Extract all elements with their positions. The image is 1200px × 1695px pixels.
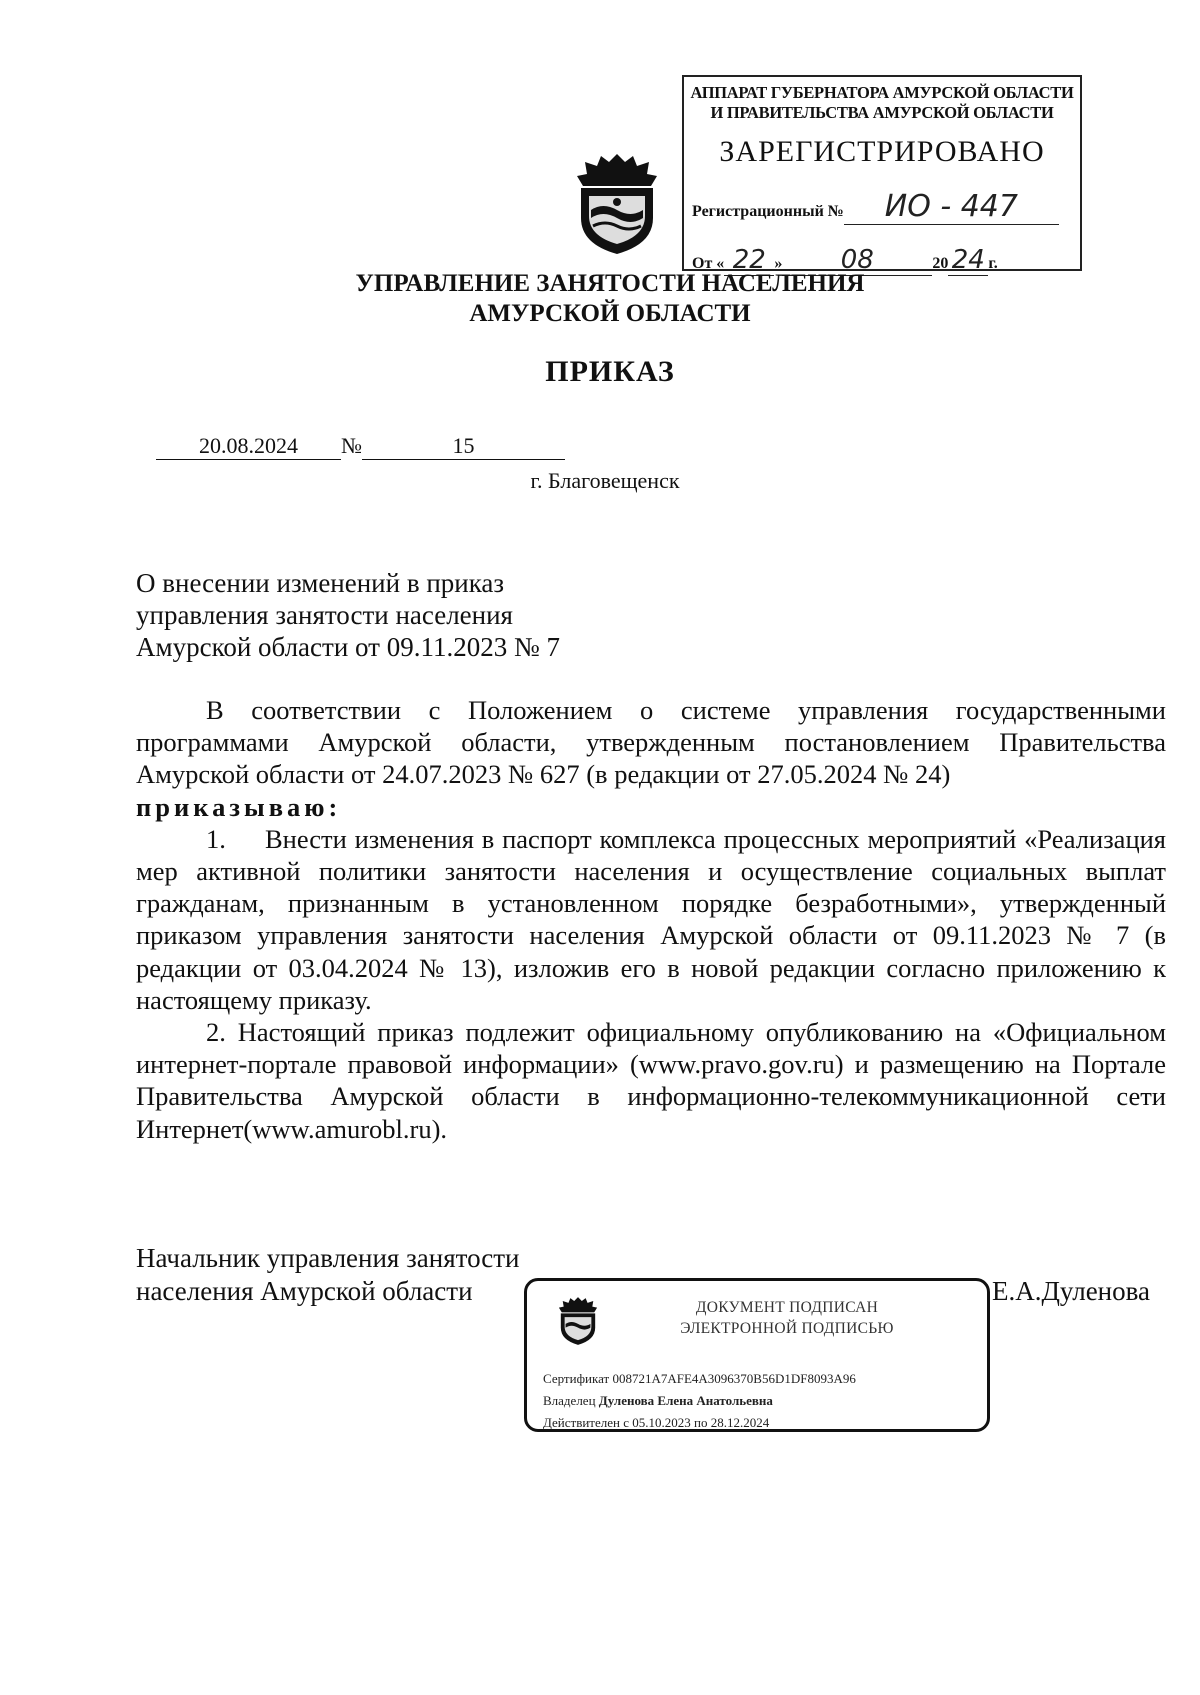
registration-stamp	[682, 75, 1082, 275]
document-number: 15	[362, 433, 565, 460]
item-1: 1. Внести изменения в паспорт комплекса процессных мероприятий «Реализация мер активной политики занятости населения и осуществление социальных выплат гражданам, признанным в установленном порядке безработными», утвержденный приказом управления занятости населения Амурской области от 09.11.2023 № 7 (в редакции от 03.04.2024 № 13), изложив его в новой редакции согласно приложению к настоящему приказу.	[136, 823, 1166, 1015]
stamp-org-line2: И ПРАВИТЕЛЬСТВА АМУРСКОЙ ОБЛАСТИ	[710, 103, 1054, 122]
esign-owner-value: Дуленова Елена Анатольевна	[598, 1393, 773, 1408]
esign-valid-to-label: по	[694, 1415, 708, 1430]
item-2: 2. Настоящий приказ подлежит официальному опубликованию на «Официальном интернет-портале правовой информации» (www.pravo.gov.ru) и размещению на Портале Правительства Амурской области в информационно-телекоммуникационной сети Интернет(www.amurobl.ru).	[136, 1017, 1166, 1144]
stamp-reg-number-line	[692, 189, 1059, 225]
stamp-year-suffix: 24	[948, 245, 988, 276]
electronic-signature-stamp	[524, 1278, 990, 1432]
subject-line3: Амурской области от 09.11.2023 № 7	[136, 632, 560, 662]
subject-line1: О внесении изменений в приказ	[136, 568, 505, 598]
number-label: №	[341, 433, 362, 458]
coat-of-arms-icon	[557, 1295, 599, 1347]
document-date: 20.08.2024	[156, 433, 341, 460]
document-title: ПРИКАЗ	[545, 355, 675, 388]
signatory-position-line2: населения Амурской области	[136, 1276, 473, 1306]
signatory-position-line1: Начальник управления занятости	[136, 1243, 520, 1273]
coat-of-arms-icon	[573, 152, 661, 256]
esign-heading-line1: ДОКУМЕНТ ПОДПИСАН	[695, 1299, 879, 1316]
stamp-year-unit: г.	[988, 255, 998, 272]
esign-cert-value: 008721A7AFE4A3096370B56D1DF8093A96	[612, 1371, 856, 1386]
stamp-month: 08	[782, 245, 932, 276]
stamp-reg-label: Регистрационный №	[692, 203, 844, 220]
stamp-reg-number: ИО - 447	[844, 189, 1059, 225]
order-word: приказываю:	[136, 791, 342, 822]
stamp-registered: ЗАРЕГИСТРИРОВАНО	[719, 135, 1045, 168]
signatory-name: Е.А.Дуленова	[992, 1276, 1151, 1306]
stamp-day-close: »	[774, 255, 783, 272]
stamp-year-prefix: 20	[932, 255, 949, 272]
esign-valid-from-label: с	[623, 1415, 629, 1430]
date-number-line	[156, 433, 565, 460]
subject-line2: управления занятости населения	[136, 600, 513, 630]
preamble: В соответствии с Положением о системе управления государственными программами Амурской области, утвержденным постановлением Правительства Амурской области от 24.07.2023 № 627 (в редакции от 27.05.2024 № 24)	[136, 695, 1166, 790]
esign-valid-label: Действителен	[543, 1415, 620, 1430]
esign-owner-label: Владелец	[543, 1393, 596, 1408]
stamp-from-label: От «	[692, 255, 725, 272]
city: г. Благовещенск	[530, 468, 680, 493]
esign-validity	[543, 1415, 769, 1431]
esign-heading	[647, 1297, 927, 1339]
org-name-line1: УПРАВЛЕНИЕ ЗАНЯТОСТИ НАСЕЛЕНИЯ	[355, 270, 865, 297]
subject	[136, 567, 560, 663]
esign-valid-from: 05.10.2023	[632, 1415, 691, 1430]
org-name-line2: АМУРСКОЙ ОБЛАСТИ	[469, 300, 751, 327]
esign-owner	[543, 1393, 773, 1409]
esign-certificate	[543, 1371, 856, 1387]
stamp-day: 22	[724, 245, 774, 276]
esign-cert-label: Сертификат	[543, 1371, 610, 1386]
esign-valid-to: 28.12.2024	[710, 1415, 770, 1430]
document-body	[136, 694, 1166, 1145]
signatory-position	[136, 1242, 519, 1308]
stamp-org	[684, 83, 1080, 123]
esign-heading-line2: ЭЛЕКТРОННОЙ ПОДПИСЬЮ	[680, 1320, 894, 1337]
stamp-org-line1: АППАРАТ ГУБЕРНАТОРА АМУРСКОЙ ОБЛАСТИ	[690, 83, 1074, 102]
